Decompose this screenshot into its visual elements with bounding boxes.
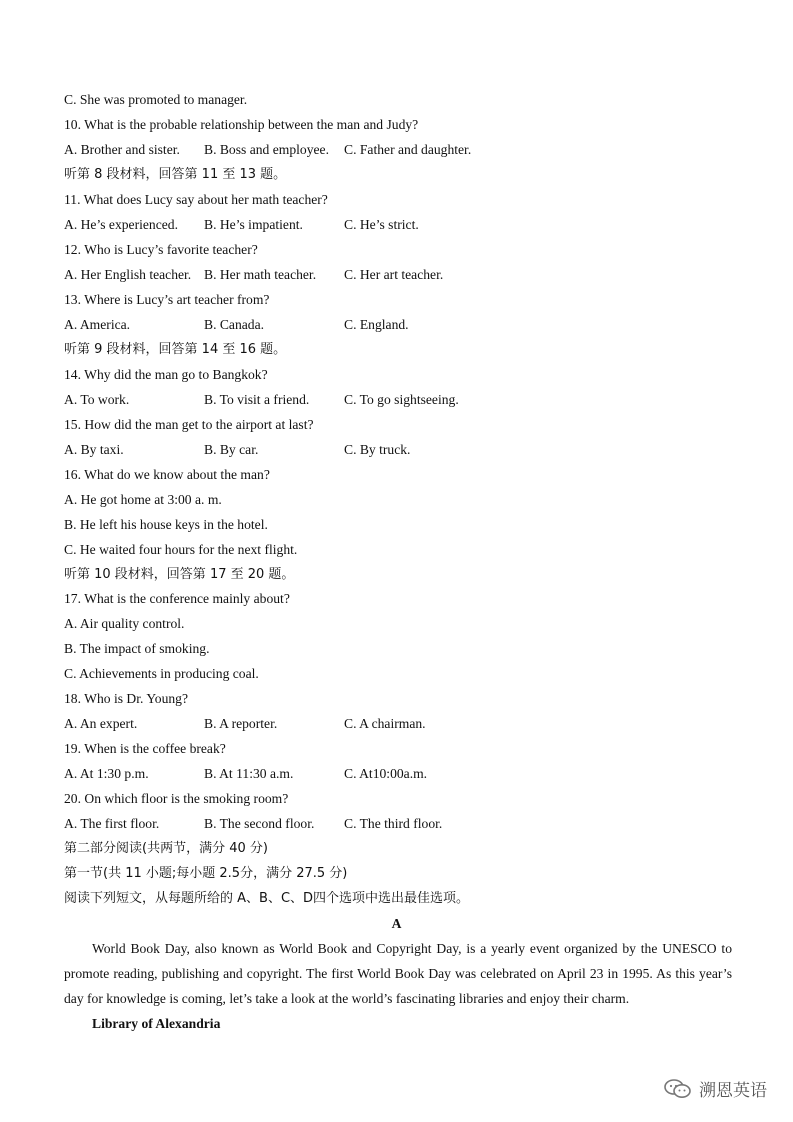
question-17: 17. What is the conference mainly about? — [64, 591, 290, 606]
reading-instruction: 阅读下列短文，从每题所给的 A、B、C、D四个选项中选出最佳选项。 — [64, 891, 470, 906]
question-19: 19. When is the coffee break? — [64, 741, 226, 756]
option-18b: B. A reporter. — [204, 716, 278, 731]
option-11c: C. He’s strict. — [344, 217, 419, 232]
option-10b: B. Boss and employee. — [204, 142, 329, 157]
options-11 — [64, 216, 734, 234]
option-13b: B. Canada. — [204, 317, 265, 332]
options-13 — [64, 316, 734, 334]
option-15b: B. By car. — [204, 442, 259, 457]
option-14b: B. To visit a friend. — [204, 392, 310, 407]
question-15: 15. How did the man get to the airport at last? — [64, 417, 314, 432]
passage-paragraph: World Book Day, also known as World Book and Copyright Day, is a yearly event organized by the UNESCO to promote reading, publishing and copyright. The first World Book Day was celebrated on April 23 in 1995. As this year’s day for knowledge is coming, let’s take a look at the world’s fascinating libraries and enjoy their charm. — [64, 941, 732, 1006]
question-16: 16. What do we know about the man? — [64, 467, 270, 482]
question-11: 11. What does Lucy say about her math teacher? — [64, 192, 328, 207]
option-17c: C. Achievements in producing coal. — [64, 666, 259, 681]
passage-letter: A — [391, 916, 402, 931]
option-19b: B. At 11:30 a.m. — [204, 766, 294, 781]
option-19c: C. At10:00a.m. — [344, 766, 428, 781]
option-13c: C. England. — [344, 317, 409, 332]
question-10: 10. What is the probable relationship between the man and Judy? — [64, 117, 419, 132]
option-20c: C. The third floor. — [344, 816, 443, 831]
option-c-line: C. She was promoted to manager. — [64, 92, 248, 107]
options-19 — [64, 765, 734, 783]
option-10a: A. Brother and sister. — [64, 142, 180, 157]
option-10c: C. Father and daughter. — [344, 142, 472, 157]
options-12 — [64, 266, 734, 284]
option-12b: B. Her math teacher. — [204, 267, 317, 282]
option-16c: C. He waited four hours for the next flight. — [64, 542, 298, 557]
options-20 — [64, 815, 734, 833]
options-10 — [64, 141, 734, 159]
option-14a: A. To work. — [64, 392, 130, 407]
options-14 — [64, 391, 734, 409]
passage-subheading: Library of Alexandria — [92, 1016, 221, 1031]
watermark — [663, 1076, 767, 1101]
section-8-instruction: 听第 8 段材料，回答第 11 至 13 题。 — [64, 167, 287, 182]
option-14c: C. To go sightseeing. — [344, 392, 459, 407]
options-18 — [64, 715, 734, 733]
question-18: 18. Who is Dr. Young? — [64, 691, 188, 706]
option-17a: A. Air quality control. — [64, 616, 185, 631]
question-13: 13. Where is Lucy’s art teacher from? — [64, 292, 270, 307]
option-16b: B. He left his house keys in the hotel. — [64, 517, 268, 532]
option-19a: A. At 1:30 p.m. — [64, 766, 149, 781]
option-16a: A. He got home at 3:00 a. m. — [64, 492, 222, 507]
option-15c: C. By truck. — [344, 442, 411, 457]
option-12a: A. Her English teacher. — [64, 267, 192, 282]
section-one-heading: 第一节(共 11 小题;每小题 2.5分，满分 27.5 分) — [64, 866, 348, 881]
question-12: 12. Who is Lucy’s favorite teacher? — [64, 242, 258, 257]
question-20: 20. On which floor is the smoking room? — [64, 791, 289, 806]
section-10-instruction: 听第 10 段材料，回答第 17 至 20 题。 — [64, 567, 295, 582]
option-12c: C. Her art teacher. — [344, 267, 444, 282]
question-14: 14. Why did the man go to Bangkok? — [64, 367, 268, 382]
watermark-text: 溯恩英语 — [699, 1081, 767, 1101]
wechat-icon — [663, 1078, 693, 1100]
option-15a: A. By taxi. — [64, 442, 124, 457]
part-two-heading: 第二部分阅读(共两节，满分 40 分) — [64, 841, 268, 856]
option-20a: A. The first floor. — [64, 816, 160, 831]
option-13a: A. America. — [64, 317, 131, 332]
option-18c: C. A chairman. — [344, 716, 426, 731]
option-11b: B. He’s impatient. — [204, 217, 303, 232]
option-20b: B. The second floor. — [204, 816, 315, 831]
section-9-instruction: 听第 9 段材料，回答第 14 至 16 题。 — [64, 342, 287, 357]
option-18a: A. An expert. — [64, 716, 138, 731]
options-15 — [64, 441, 734, 459]
option-17b: B. The impact of smoking. — [64, 641, 210, 656]
option-11a: A. He’s experienced. — [64, 217, 178, 232]
